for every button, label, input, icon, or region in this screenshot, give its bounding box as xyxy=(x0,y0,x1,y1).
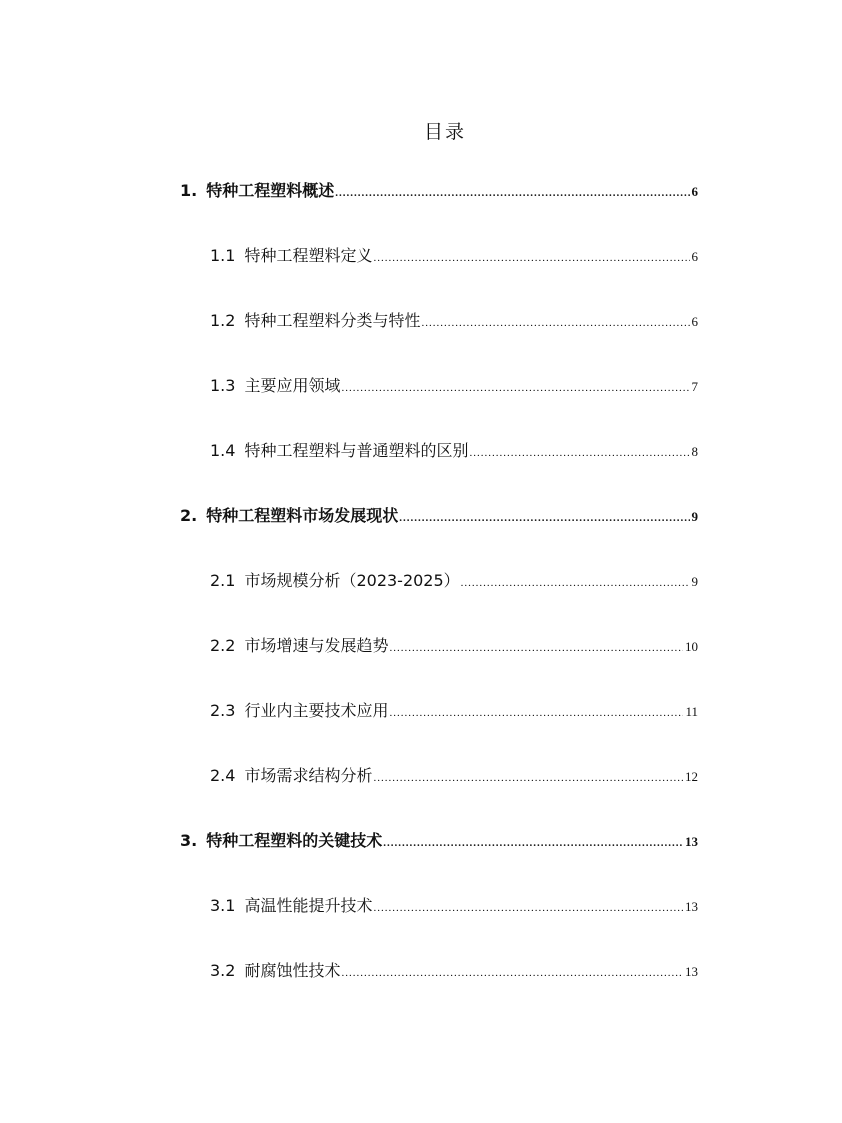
toc-entry-title: 高温性能提升技术 xyxy=(244,896,373,915)
toc-page-number: 9 xyxy=(691,509,698,524)
toc-entry-number: 2.1 xyxy=(210,571,236,590)
toc-entry-title: 主要应用领域 xyxy=(244,376,341,395)
toc-dot-leader xyxy=(373,902,683,914)
toc-page-number: 7 xyxy=(691,379,698,394)
toc-entry-number: 3. xyxy=(180,831,198,850)
toc-entry-title: 特种工程塑料概述 xyxy=(206,181,335,200)
toc-dot-leader xyxy=(389,642,683,654)
toc-entry[interactable] xyxy=(210,243,698,273)
toc-dot-leader xyxy=(383,837,683,849)
toc-entry[interactable] xyxy=(180,178,698,208)
toc-entry-title: 行业内主要技术应用 xyxy=(244,701,389,720)
toc-entry-title: 市场增速与发展趋势 xyxy=(244,636,389,655)
toc-page-number: 6 xyxy=(691,184,698,199)
toc-entry[interactable] xyxy=(210,308,698,338)
toc-dot-leader xyxy=(399,512,689,524)
toc-dot-leader xyxy=(389,707,683,719)
toc-title: 目录 xyxy=(423,121,466,143)
toc-page-number: 10 xyxy=(685,639,698,654)
toc-dot-leader xyxy=(461,577,690,589)
toc-entry[interactable] xyxy=(210,568,698,598)
toc-entry[interactable] xyxy=(210,958,698,988)
toc-entry-title: 特种工程塑料市场发展现状 xyxy=(206,506,399,525)
toc-page-number: 13 xyxy=(685,964,698,979)
toc-entry-number: 1. xyxy=(180,181,198,200)
toc-dot-leader xyxy=(469,447,689,459)
toc-entry-number: 2.3 xyxy=(210,701,236,720)
toc-entry-title: 特种工程塑料与普通塑料的区别 xyxy=(244,441,469,460)
toc-entry-number: 3.2 xyxy=(210,961,236,980)
toc-dot-leader xyxy=(335,187,689,199)
toc-entry-number: 2. xyxy=(180,506,198,525)
toc-page-number: 12 xyxy=(685,769,698,784)
toc-page-number: 11 xyxy=(685,704,698,719)
toc-page-number: 13 xyxy=(685,899,698,914)
toc-dot-leader xyxy=(373,772,683,784)
toc-entry-title: 特种工程塑料定义 xyxy=(244,246,373,265)
toc-entry[interactable] xyxy=(210,893,698,923)
toc-entry-number: 2.4 xyxy=(210,766,236,785)
toc-entry[interactable] xyxy=(210,698,698,728)
toc-entry-title: 市场需求结构分析 xyxy=(244,766,373,785)
toc-entry[interactable] xyxy=(210,438,698,468)
toc-page-number: 8 xyxy=(691,444,698,459)
toc-dot-leader xyxy=(373,252,689,264)
toc-entry[interactable] xyxy=(180,503,698,533)
toc-page-number: 6 xyxy=(691,314,698,329)
toc-page-number: 13 xyxy=(685,834,698,849)
toc-entry-number: 1.3 xyxy=(210,376,236,395)
toc-dot-leader xyxy=(341,382,689,394)
toc-entry-title: 特种工程塑料的关键技术 xyxy=(206,831,383,850)
toc-page-number: 6 xyxy=(691,249,698,264)
toc-entry-number: 1.2 xyxy=(210,311,236,330)
toc-entry-title: 市场规模分析（2023-2025） xyxy=(244,571,460,590)
toc-dot-leader xyxy=(341,967,683,979)
toc-dot-leader xyxy=(421,317,689,329)
toc-entry-number: 1.4 xyxy=(210,441,236,460)
toc-page-number: 9 xyxy=(691,574,698,589)
toc-entry-number: 2.2 xyxy=(210,636,236,655)
toc-entry[interactable] xyxy=(210,373,698,403)
toc-entry-title: 耐腐蚀性技术 xyxy=(244,961,341,980)
toc-entry[interactable] xyxy=(180,828,698,858)
toc-entry-title: 特种工程塑料分类与特性 xyxy=(244,311,421,330)
toc-entry[interactable] xyxy=(210,633,698,663)
toc-entry-number: 1.1 xyxy=(210,246,236,265)
toc-entry-number: 3.1 xyxy=(210,896,236,915)
toc-entry[interactable] xyxy=(210,763,698,793)
